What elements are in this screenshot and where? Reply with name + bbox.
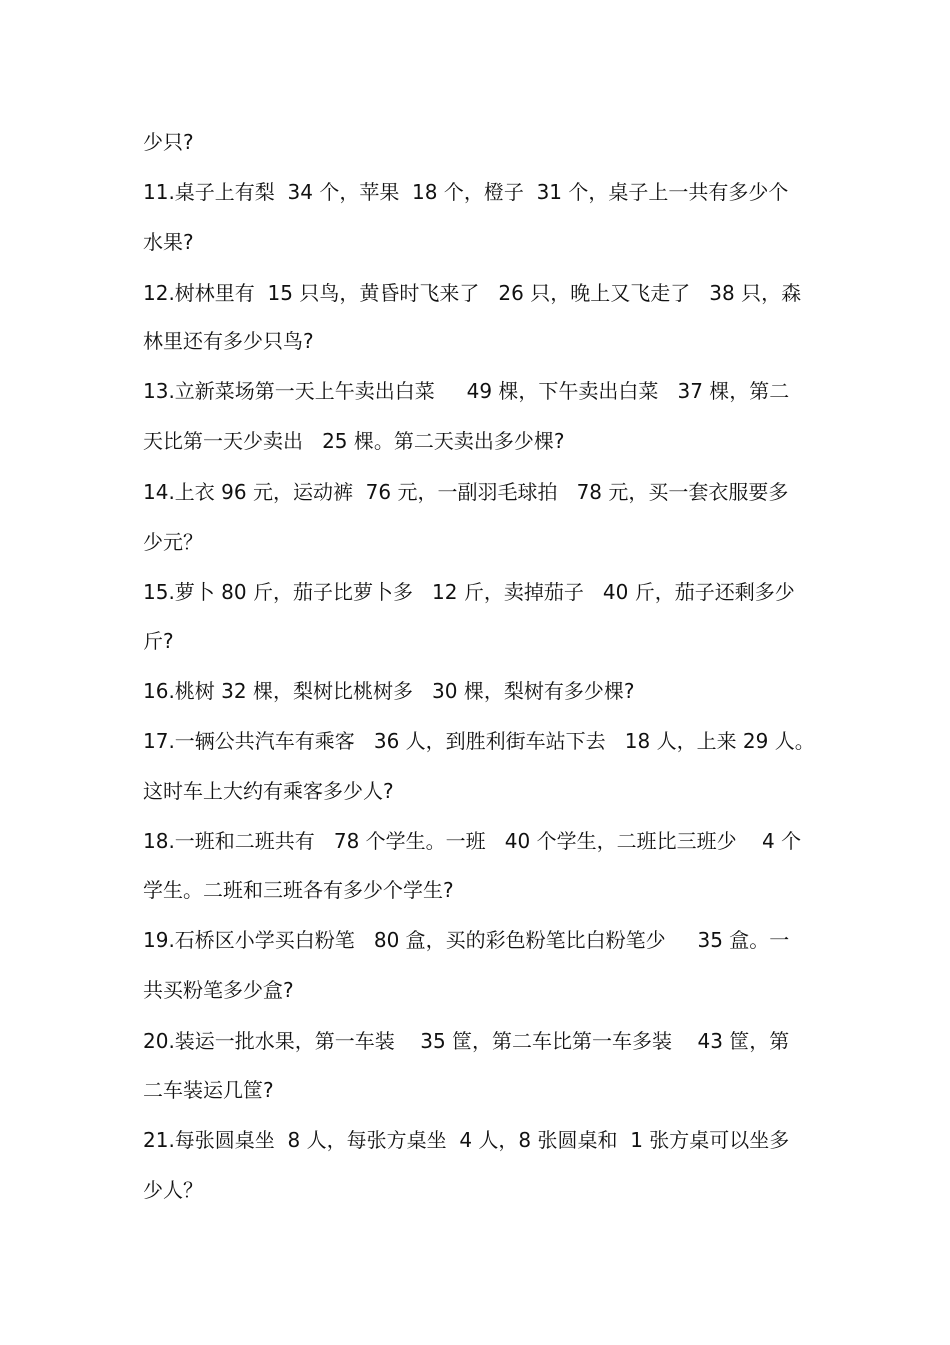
question-17: 17.一辆公共汽车有乘客 36 人，到胜利街车站下去 18 人，上来 29 人。 <box>143 729 815 753</box>
text-line: 这时车上大约有乘客多少人? <box>143 779 394 803</box>
question-16: 16.桃树 32 棵，梨树比桃树多 30 棵，梨树有多少棵? <box>143 679 635 703</box>
question-12: 12.树林里有 15 只鸟，黄昏时飞来了 26 只，晚上又飞走了 38 只，森 <box>143 281 802 305</box>
text-line: 学生。二班和三班各有多少个学生? <box>143 878 454 902</box>
question-21: 21.每张圆桌坐 8 人，每张方桌坐 4 人，8 张圆桌和 1 张方桌可以坐多 <box>143 1128 790 1152</box>
text-line: 天比第一天少卖出 25 棵。第二天卖出多少棵? <box>143 429 565 453</box>
text-line: 林里还有多少只鸟? <box>143 329 314 353</box>
question-11: 11.桌子上有梨 34 个，苹果 18 个，橙子 31 个，桌子上一共有多少个 <box>143 180 789 204</box>
text-line: 少元？ <box>143 530 203 554</box>
text-line: 少只? <box>143 130 194 154</box>
text-line: 少人？ <box>143 1178 203 1202</box>
text-line: 二车装运几筐? <box>143 1078 274 1102</box>
text-line: 水果? <box>143 230 194 254</box>
question-14: 14.上衣 96 元，运动裤 76 元，一副羽毛球拍 78 元，买一套衣服要多 <box>143 480 789 504</box>
question-15: 15.萝卜 80 斤，茄子比萝卜多 12 斤，卖掉茄子 40 斤，茄子还剩多少 <box>143 580 795 604</box>
question-20: 20.装运一批水果，第一车装 35 筐，第二车比第一车多装 43 筐，第 <box>143 1029 790 1053</box>
text-line: 共买粉笔多少盒? <box>143 978 294 1002</box>
question-13: 13.立新菜场第一天上午卖出白菜 49 棵，下午卖出白菜 37 棵，第二 <box>143 379 790 403</box>
question-18: 18.一班和二班共有 78 个学生。一班 40 个学生，二班比三班少 4 个 <box>143 829 802 853</box>
text-line: 斤? <box>143 629 174 653</box>
question-19: 19.石桥区小学买白粉笔 80 盒，买的彩色粉笔比白粉笔少 35 盒。一 <box>143 928 790 952</box>
